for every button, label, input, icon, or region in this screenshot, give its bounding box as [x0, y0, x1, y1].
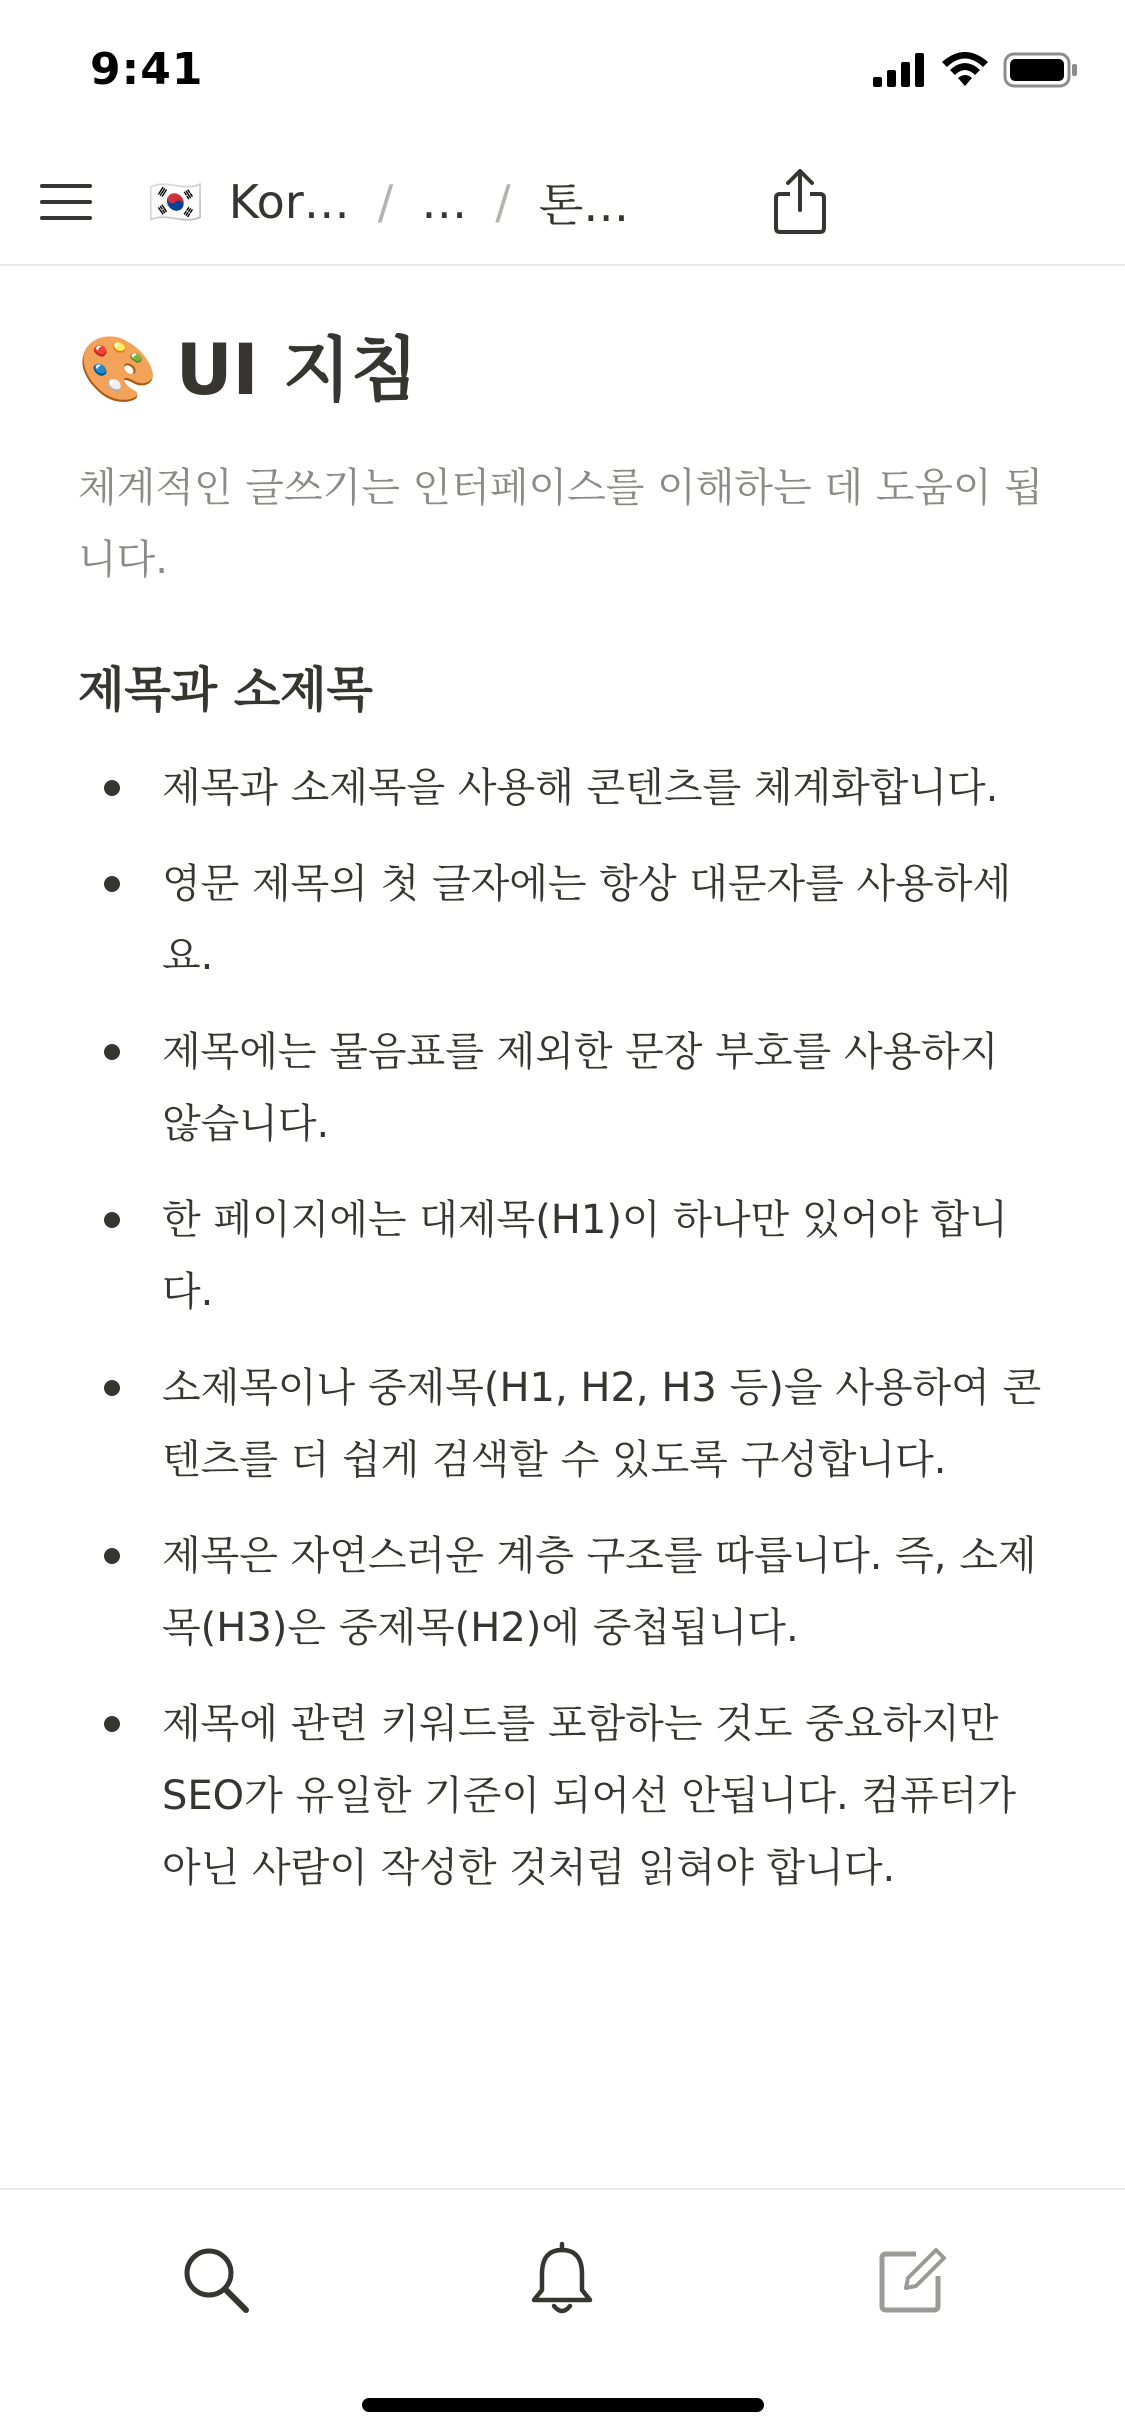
- section-heading: 제목과 소제목: [78, 662, 373, 718]
- list-item-text: 제목은 자연스러운 계층 구조를 따릅니다. 즉, 소제목(H3)은 중제목(H2)에 중첩됩니다.: [162, 1533, 1037, 1651]
- bullet-dot: [104, 780, 120, 796]
- list-item: [78, 1688, 1048, 1904]
- status-icons: [873, 48, 1079, 92]
- hamburger-menu-icon[interactable]: [38, 174, 94, 230]
- list-item-text: 영문 제목의 첫 글자에는 항상 대문자를 사용하세요.: [162, 861, 1012, 979]
- list-item-text: 제목에는 물음표를 제외한 문장 부호를 사용하지 않습니다.: [162, 1029, 999, 1147]
- list-item: [78, 1016, 1048, 1160]
- list-item-text: 한 페이지에는 대제목(H1)이 하나만 있어야 합니다.: [162, 1197, 1008, 1315]
- bullet-list: [78, 752, 1048, 1904]
- bullet-dot: [104, 1380, 120, 1396]
- list-item: [78, 1520, 1048, 1664]
- top-navigation-bar: [0, 140, 1125, 266]
- bullet-dot: [104, 1212, 120, 1228]
- list-item: [78, 848, 1048, 992]
- bullet-dot: [104, 1716, 120, 1732]
- bullet-dot: [104, 1548, 120, 1564]
- breadcrumb-item-korean[interactable]: Kor…: [228, 175, 350, 229]
- breadcrumb-separator: /: [495, 175, 511, 229]
- page-title: UI 지침: [175, 329, 419, 411]
- bell-icon[interactable]: [522, 2240, 602, 2320]
- breadcrumb: [148, 170, 629, 234]
- bottom-tab-bar: [0, 2188, 1125, 2436]
- search-icon[interactable]: [176, 2240, 256, 2320]
- page-content: [78, 330, 1048, 1928]
- home-indicator: [362, 2398, 764, 2412]
- palette-icon: 🎨: [78, 333, 158, 407]
- list-item-text: 소제목이나 중제목(H1, H2, H3 등)을 사용하여 콘텐츠를 더 쉽게 검색할 수 있도록 구성합니다.: [162, 1365, 1042, 1483]
- breadcrumb-separator: /: [377, 175, 394, 229]
- share-icon[interactable]: [770, 166, 830, 236]
- status-time: 9:41: [90, 44, 204, 95]
- breadcrumb-item-collapsed[interactable]: …: [421, 175, 468, 229]
- list-item: [78, 752, 1048, 824]
- list-item: [78, 1352, 1048, 1496]
- list-item: [78, 1184, 1048, 1328]
- cellular-signal-icon: [873, 53, 927, 87]
- compose-icon[interactable]: [872, 2240, 952, 2320]
- bullet-dot: [104, 876, 120, 892]
- status-bar: [0, 0, 1125, 140]
- list-item-text: 제목에 관련 키워드를 포함하는 것도 중요하지만 SEO가 유일한 기준이 되어선 안됩니다. 컴퓨터가 아닌 사람이 작성한 것처럼 읽혀야 합니다.: [162, 1701, 1016, 1891]
- page-title-row[interactable]: [78, 330, 1048, 410]
- breadcrumb-item-current[interactable]: 톤…: [538, 178, 630, 232]
- bullet-dot: [104, 1044, 120, 1060]
- list-item-text: 제목과 소제목을 사용해 콘텐츠를 체계화합니다.: [162, 765, 999, 811]
- korea-flag-icon: 🇰🇷: [148, 177, 203, 228]
- battery-icon: [1003, 52, 1079, 88]
- page-subtitle: 체계적인 글쓰기는 인터페이스를 이해하는 데 도움이 됩니다.: [78, 465, 1044, 583]
- wifi-icon: [941, 52, 989, 88]
